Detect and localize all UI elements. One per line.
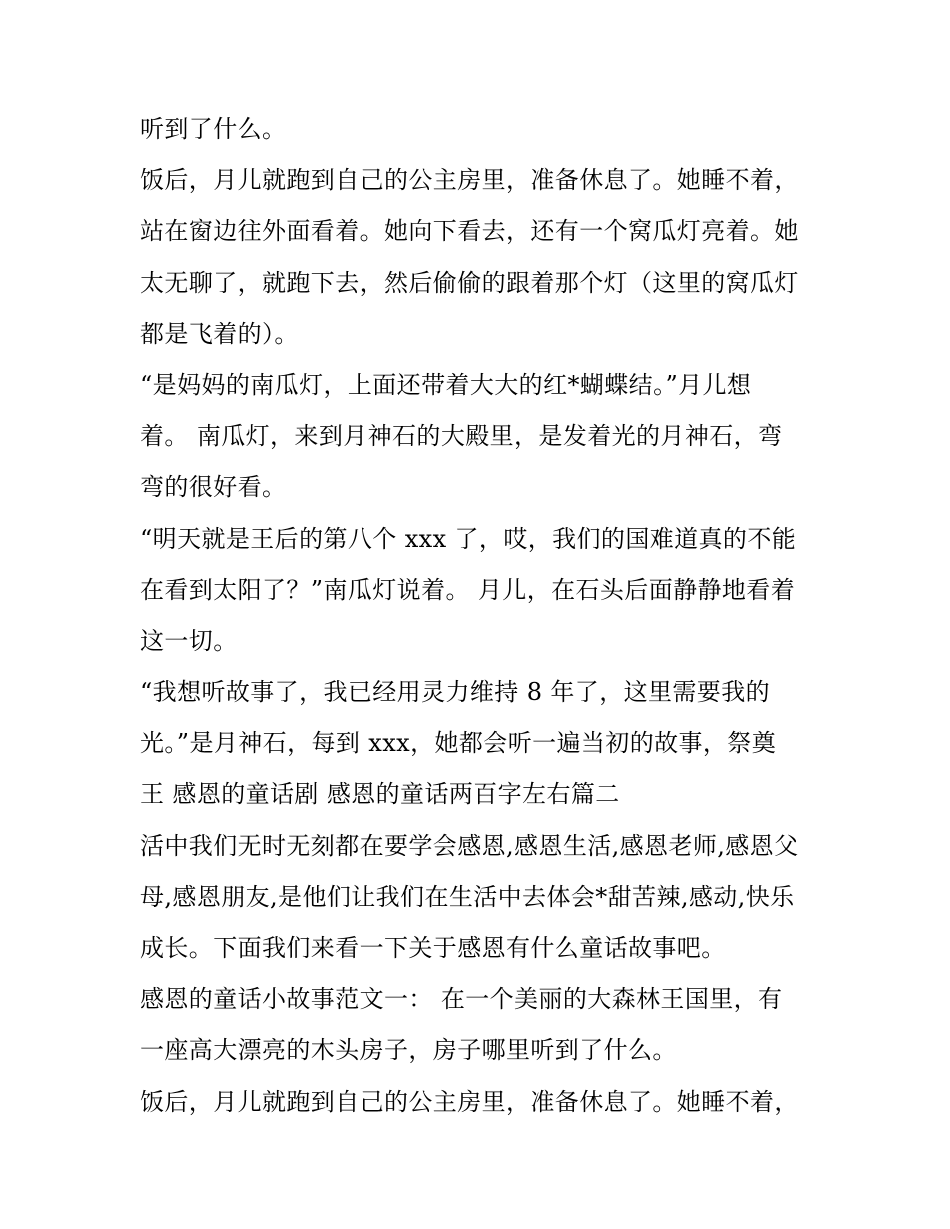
text-line: “明天就是王后的第八个 xxx 了，哎，我们的国难道真的不能 <box>140 524 797 553</box>
text-line: “是妈妈的南瓜灯，上面还带着大大的红*蝴蝶结。”月儿想 <box>140 370 752 399</box>
text-line: 一座高大漂亮的木头房子，房子哪里听到了什么。 <box>140 1036 677 1065</box>
text-line: 饭后，月儿就跑到自己的公主房里，准备休息了。她睡不着， <box>140 1087 799 1116</box>
document-body <box>140 104 820 1128</box>
text-line: 光。”是月神石，每到 xxx，她都会听一遍当初的故事，祭奠 <box>140 729 777 758</box>
text-line: 在看到太阳了？”南瓜灯说着。 月儿，在石头后面静静地看着 <box>140 575 796 604</box>
text-line: 都是飞着的）。 <box>140 319 299 348</box>
text-line: “我想听故事了，我已经用灵力维持 8 年了，这里需要我的 <box>140 678 770 707</box>
text-line: 成长。下面我们来看一下关于感恩有什么童话故事吧。 <box>140 934 726 962</box>
text-line: 饭后，月儿就跑到自己的公主房里，准备休息了。她睡不着， <box>140 166 799 195</box>
text-line: 太无聊了，就跑下去，然后偷偷的跟着那个灯（这里的窝瓜灯 <box>140 268 799 297</box>
text-line: 着。 南瓜灯，来到月神石的大殿里，是发着光的月神石，弯 <box>140 422 783 451</box>
text-line: 听到了什么。 <box>140 115 287 143</box>
text-line: 站在窗边往外面看着。她向下看去，还有一个窝瓜灯亮着。她 <box>140 217 799 246</box>
text-line: 王 感恩的童话剧 感恩的童话两百字左右篇二 <box>140 780 620 809</box>
text-line: 感恩的童话小故事范文一： 在一个美丽的大森林王国里，有 <box>140 985 783 1014</box>
text-line: 这一切。 <box>140 626 238 655</box>
text-line: 弯的很好看。 <box>140 473 287 502</box>
text-line: 母,感恩朋友,是他们让我们在生活中去体会*甜苦辣,感动,快乐 <box>140 882 795 911</box>
text-line: 活中我们无时无刻都在要学会感恩,感恩生活,感恩老师,感恩父 <box>140 831 799 860</box>
